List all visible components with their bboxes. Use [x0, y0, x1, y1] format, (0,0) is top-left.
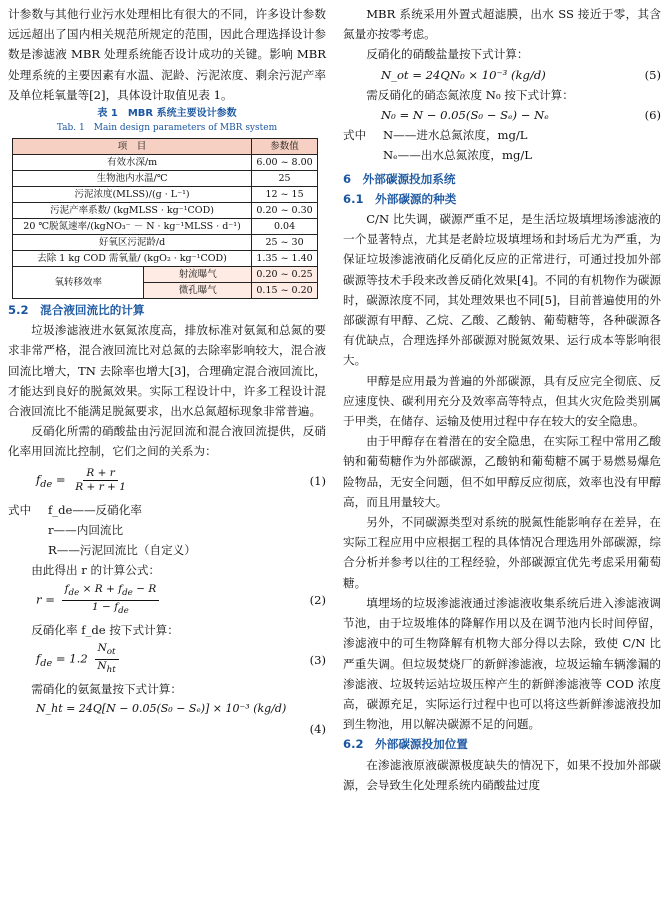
definition-r: r——内回流比 [48, 522, 124, 537]
symbol-definitions-right: 式中 N——进水总氮浓度，mg/L [343, 128, 528, 143]
symbol-definitions: 式中 f_de——反硝化率 [8, 502, 142, 517]
table-row: 微孔曝气 0.15 ~ 0.20 [13, 283, 318, 299]
right-column [343, 4, 661, 795]
nitrate-formula-lead: 反硝化的硝酸盐量按下式计算： [366, 47, 529, 62]
equation-6-number: (6) [644, 108, 661, 123]
section-6-2-title: 6.2 外部碳源投加位置 [343, 737, 468, 752]
section-6-1-paragraph-4: 另外，不同碳源类型对系统的脱氮性能影响存在差异，在实际工程应用中应根据工程的具体情况合理选用外部碳源，综合分析并参考以往的工程经验，外部碳源宜优先考虑采用葡萄糖。 [343, 515, 661, 590]
section-6-title: 6 外部碳源投加系统 [343, 171, 456, 186]
table-header-value: 参数值 [252, 139, 318, 155]
table-row: 污泥浓度(MLSS)/(g · L⁻¹) 12 ~ 15 [13, 187, 318, 203]
definition-N: N——进水总氮浓度，mg/L [383, 128, 528, 143]
n0-formula-lead: 需反硝化的硝态氮浓度 N₀ 按下式计算： [366, 87, 574, 102]
section-6-2-paragraph-1: 在渗滤液原液碳源极度缺失的情况下，如果不投加外部碳源，会导致生化处理系统内硝酸盐过度 [343, 757, 661, 792]
equation-1-number: (1) [309, 473, 326, 488]
fde-formula-lead: 反硝化率 f_de 按下式计算： [31, 623, 179, 638]
mbr-paragraph: MBR 系统采用外置式超滤膜，出水 SS 接近于零，其含氮量亦按零考虑。 [343, 7, 661, 42]
table-row: 20 ℃脱氮速率/(kgNO₃⁻ － N · kg⁻¹MLSS · d⁻¹) 0.04 [13, 219, 318, 235]
equation-2-number: (2) [309, 593, 326, 608]
definition-R: R——污泥回流比（自定义） [48, 543, 196, 558]
equation-3: $f_{de} = 1.2$ $\frac{N_{ot}}{N_{ht}}$ (3) [36, 642, 326, 676]
definition-Ne: Nₑ——出水总氮浓度，mg/L [383, 148, 532, 163]
intro-paragraph: 计参数与其他行业污水处理相比有很大的不同，许多设计参数远远超出了国内相关规范所规定的范围，因此合理选择设计参数是渗滤液 MBR 处理系统能否设计成功的关键。影响 MBR 处理系统的主要因素有水温、泥龄、污泥浓度、剩余污泥产率及单位耗氧量等[2]，具体设计取值见表 1。 [8, 7, 326, 102]
table-header-item: 项 目 [13, 139, 252, 155]
section-6-1-paragraph-3: 由于甲醇存在着潜在的安全隐患，在实际工程中常用乙酸钠和葡萄糖作为外部碳源，乙酸钠和葡萄糖不属于易燃易爆危险物品，无安全问题，但不如甲醇反应彻底，效率也没有甲醇高，而且用量较大。 [343, 434, 661, 509]
equation-2: r = $\frac{f_{de} \times R + f_{de} - R}{1 - f_{de}}$ (2) [36, 582, 326, 617]
table-row: 生物池内水温/℃ 25 [13, 171, 318, 187]
table-row: 氧转移效率 射流曝气 0.20 ~ 0.25 [13, 267, 318, 283]
parameters-table [12, 138, 318, 299]
equation-3-number: (3) [309, 652, 326, 667]
equation-1: $f_{de}$ = $\frac{R + r}{R + r + 1}$ (1) [36, 466, 326, 493]
equation-5-number: (5) [644, 67, 661, 82]
section-6-1-paragraph-5: 填埋场的垃圾渗滤液通过渗滤液收集系统后进入渗滤液调节池，由于垃圾堆体的降解作用以及在调节池内长时间停留，渗滤液中的可生物降解有机物大部分得以去除，致使 C/N 比严重失调。但垃圾焚烧厂的新鲜渗滤液，垃圾运输车辆滲漏的渗滤液、垃圾转运站垃圾压榨产生的新鲜渗滤液等 COD 浓度高，碳源充足，实际运行过程中也可以将这些新鲜渗滤液投加到生物池，用以解决碳源不足的问题。 [343, 595, 661, 732]
equation-4: N_ht = 24Q[N − 0.05(S₀ − Sₑ)] × 10⁻³ (kg/d) [36, 701, 287, 715]
table-caption-cn: 表 1 MBR 系统主要设计参数 [97, 108, 237, 120]
section-5-2-paragraph-1: 垃圾渗滤液进水氨氮浓度高，排放标准对氨氮和总氮的要求非常严格，混合液回流比对总氮的去除率影响较大，混合液回流比增大，TN 去除率也增大[3]，合理确定混合液回流比，才能达到良好的脱氮效果。实际工程设计中，许多工程设计混合液回流比不能满足脱氮要求，出水总氮超标现象非常普遍。 [8, 323, 326, 419]
equation-5: N_ot = 24QN₀ × 10⁻³ (kg/d) (5) [343, 65, 661, 85]
table-row: 去除 1 kg COD 需氧量/ (kgO₂ · kg⁻¹COD) 1.35 ~ 1.40 [13, 251, 318, 267]
section-6-1-paragraph-2: 甲醇是应用最为普遍的外部碳源，具有反应完全彻底、反应速度快、碳利用充分及效率高等特点，但其火灾危险类别属于甲类，在储存、运输及使用过程中存在较大的安全隐患。 [343, 373, 661, 429]
left-column [8, 4, 326, 739]
section-6-1-title: 6.1 外部碳源的种类 [343, 191, 457, 206]
r-formula-lead: 由此得出 r 的计算公式： [31, 563, 161, 578]
equation-6: N₀ = N − 0.05(S₀ − Sₑ) − Nₑ (6) [343, 105, 661, 125]
table-row: 好氧区污泥龄/d 25 ~ 30 [13, 235, 318, 251]
nh-formula-lead: 需硝化的氨氮量按下式计算： [31, 681, 182, 696]
table-caption-en: Tab. 1 Main design parameters of MBR system [56, 123, 278, 134]
table-row: 污泥产率系数/ (kgMLSS · kg⁻¹COD) 0.20 ~ 0.30 [13, 203, 318, 219]
table-row: 有效水深/m 6.00 ~ 8.00 [13, 155, 318, 171]
section-6-1-paragraph-1: C/N 比失调，碳源严重不足，是生活垃圾填埋场渗滤液的一个显著特点，尤其是老龄垃圾填埋场和封场后尤为严重，为保证垃圾渗滤液硝化反硝化反应的正常进行，可通过投加外部碳源等技术手段来改善反硝化效果[4]。不同的有机物作为碳源时，碳源浓度不同，其处理效果也不同[5]，目前普遍使用的外部碳源有甲醇、乙烷、乙酸、乙酸钠、葡萄糖等，各种碳源各有优缺点，合理选择外部碳源对脱氮效果、运行成本等影响很大。 [343, 212, 661, 368]
section-5-2-title: 5.2 混合液回流比的计算 [8, 303, 145, 318]
section-5-2-paragraph-2: 反硝化所需的硝酸盐由污泥回流和混合液回流提供，反硝化率用回流比控制，它们之间的关系为： [8, 424, 326, 459]
equation-4-number: (4) [309, 722, 326, 737]
oxy-transfer-label: 氧转移效率 [13, 267, 144, 299]
definition-fde: f_de——反硝化率 [48, 502, 142, 517]
